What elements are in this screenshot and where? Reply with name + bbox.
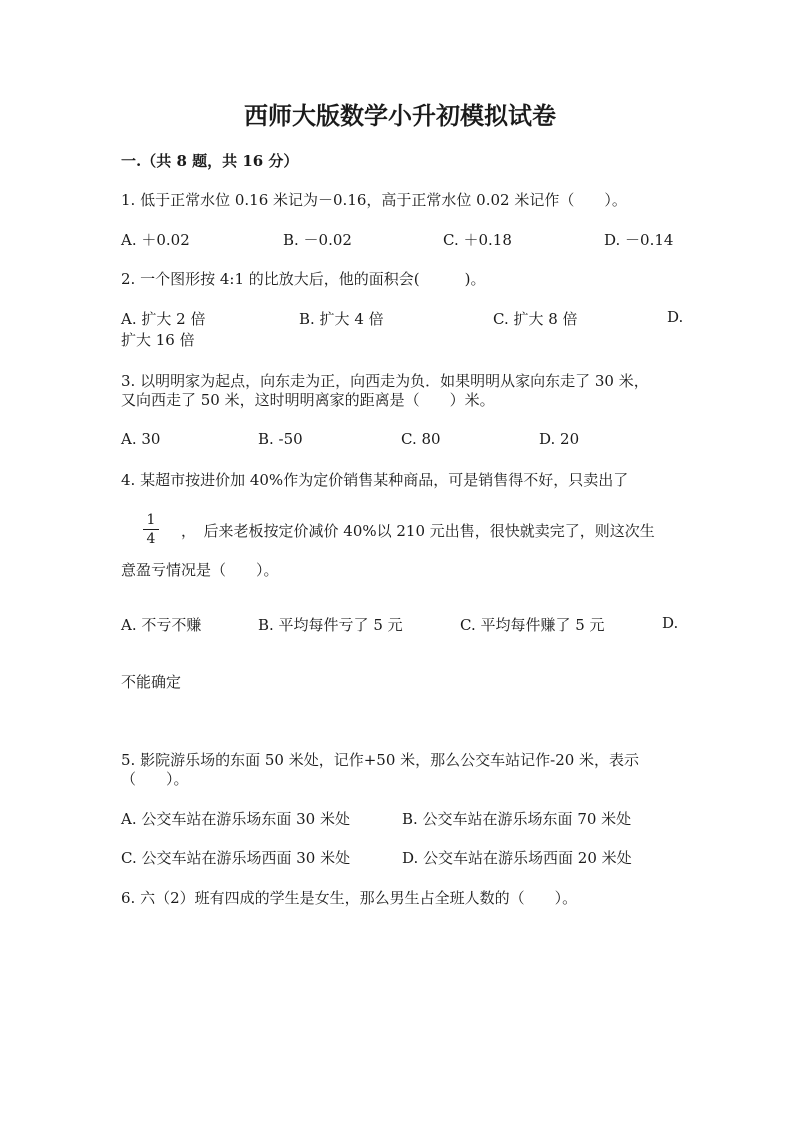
- fraction-numerator: 1: [146, 512, 156, 528]
- question-5-stem-line-2: （ ）。: [121, 770, 189, 788]
- section-heading: 一.（共 8 题，共 16 分）: [121, 152, 299, 170]
- question-4-stem-line-3: 意盈亏情况是（ ）。: [121, 561, 279, 579]
- question-3-option-d: D. 20: [539, 430, 580, 448]
- question-5-stem-line-1: 5. 影院游乐场的东面 50 米处，记作+50 米，那么公交车站记作-20 米，表示: [121, 751, 640, 769]
- question-1-option-c: C. ＋0.18: [443, 231, 512, 249]
- question-2-option-c: C. 扩大 8 倍: [493, 310, 578, 328]
- question-4-option-b: B. 平均每件亏了 5 元: [258, 616, 403, 634]
- question-4-option-c: C. 平均每件赚了 5 元: [460, 616, 605, 634]
- question-4-option-a: A. 不亏不赚: [121, 616, 202, 634]
- fraction-denominator: 4: [146, 531, 156, 547]
- question-4-option-d: D.: [662, 614, 679, 632]
- question-4-option-d-text: 不能确定: [121, 673, 182, 691]
- question-3-option-b: B. -50: [258, 430, 303, 448]
- fraction-bar: [143, 529, 159, 530]
- fraction-one-quarter: [143, 512, 159, 547]
- question-2-stem: 2. 一个图形按 4:1 的比放大后，他的面积会( )。: [121, 270, 486, 288]
- question-2-option-a: A. 扩大 2 倍: [121, 310, 206, 328]
- question-3-option-a: A. 30: [121, 430, 161, 448]
- question-3-stem-line-1: 3. 以明明家为起点，向东走为正，向西走为负．如果明明从家向东走了 30 米，: [121, 372, 649, 390]
- question-2-option-d-text: 扩大 16 倍: [121, 331, 195, 349]
- question-5-option-a: A. 公交车站在游乐场东面 30 米处: [121, 810, 350, 828]
- question-6-stem: 6. 六（2）班有四成的学生是女生，那么男生占全班人数的（ ）。: [121, 889, 578, 907]
- question-3-stem-line-2: 又向西走了 50 米，这时明明离家的距离是（ ）米。: [121, 391, 495, 409]
- question-5-option-d: D. 公交车站在游乐场西面 20 米处: [402, 849, 632, 867]
- question-2-option-b: B. 扩大 4 倍: [299, 310, 384, 328]
- question-3-option-c: C. 80: [401, 430, 441, 448]
- question-5-option-c: C. 公交车站在游乐场西面 30 米处: [121, 849, 351, 867]
- question-4-stem-line-1: 4. 某超市按进价加 40%作为定价销售某种商品，可是销售得不好，只卖出了: [121, 471, 629, 489]
- question-5-option-b: B. 公交车站在游乐场东面 70 米处: [402, 810, 632, 828]
- question-1-option-a: A. ＋0.02: [121, 231, 190, 249]
- page-title: 西师大版数学小升初模拟试卷: [244, 101, 556, 130]
- question-1-option-b: B. －0.02: [283, 231, 352, 249]
- question-1-stem: 1. 低于正常水位 0.16 米记为－0.16，高于正常水位 0.02 米记作（ ）。: [121, 191, 627, 209]
- question-2-option-d: D.: [667, 308, 684, 326]
- question-1-option-d: D. －0.14: [604, 231, 674, 249]
- question-4-stem-line-2: ， 后来老板按定价减价 40%以 210 元出售，很快就卖完了，则这次生: [181, 522, 655, 540]
